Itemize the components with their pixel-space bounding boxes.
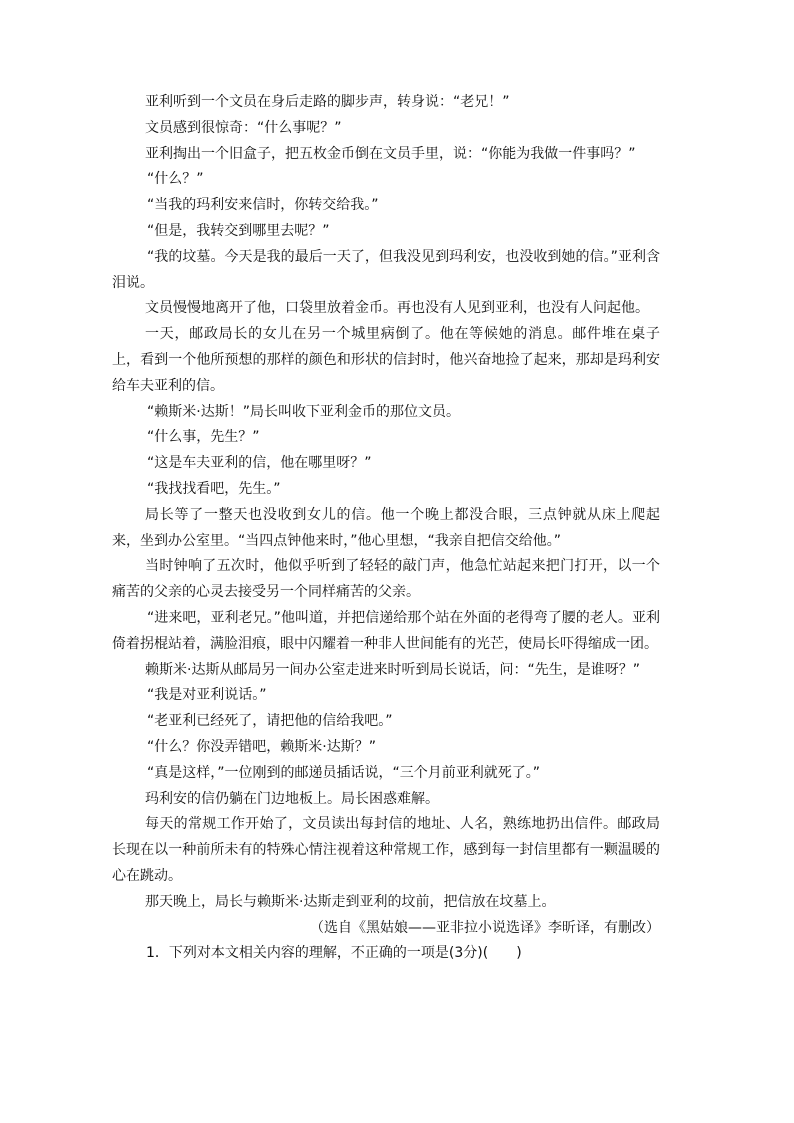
paragraph: 局长等了一整天也没收到女儿的信。他一个晚上都没合眼，三点钟就从床上爬起来，坐到办公室里。“当四点钟他来时，”他心里想，“我亲自把信交给他。” <box>112 506 660 549</box>
paragraph: 文员感到很惊奇：“什么事呢？” <box>145 119 342 136</box>
paragraph: 当时钟响了五次时，他似乎听到了轻轻的敲门声，他急忙站起来把门打开，以一个痛苦的父亲的心灵去接受另一个同样痛苦的父亲。 <box>112 558 660 601</box>
paragraph: “当我的玛利安来信时，你转交给我。” <box>147 197 379 214</box>
paragraph: “但是，我转交到哪里去呢？” <box>147 222 330 239</box>
paragraph: “什么？你没弄错吧，赖斯米·达斯？” <box>147 738 376 755</box>
paragraph: 一天，邮政局长的女儿在另一个城里病倒了。他在等候她的消息。邮件堆在桌子上，看到一个他所预想的那样的颜色和形状的信封时，他兴奋地捡了起来，那却是玛利安给车夫亚利的信。 <box>112 326 660 394</box>
paragraph: “这是车夫亚利的信，他在哪里呀？” <box>147 455 372 472</box>
paragraph: “真是这样，”一位刚到的邮递员插话说，“三个月前亚利就死了。” <box>147 764 541 781</box>
paragraph: “我是对亚利说话。” <box>147 687 267 704</box>
paragraph: “进来吧，亚利老兄。”他叫道，并把信递给那个站在外面的老得弯了腰的老人。亚利倚着拐棍站着，满脸泪痕，眼中闪耀着一种非人世间能有的光芒，使局长吓得缩成一团。 <box>112 609 660 652</box>
paragraph: 每天的常规工作开始了，文员读出每封信的地址、人名，熟练地扔出信件。邮政局长现在以一种前所未有的特殊心情注视着这种常规工作，感到每一封信里都有一颗温暖的心在跳动。 <box>112 816 660 884</box>
paragraph: “什么？” <box>147 171 204 188</box>
paragraph: “什么事，先生？” <box>147 429 260 446</box>
paragraph: 那天晚上，局长与赖斯米·达斯走到亚利的坟前，把信放在坟墓上。 <box>145 893 556 910</box>
paragraph: 玛利安的信仍躺在门边地板上。局长困惑难解。 <box>145 790 439 807</box>
question-1: 1．下列对本文相关内容的理解，不正确的一项是(3分)( ) <box>146 945 522 962</box>
paragraph: 赖斯米·达斯从邮局另一间办公室走进来时听到局长说话，问：“先生，是谁呀？” <box>145 661 640 678</box>
story-text <box>112 90 660 967</box>
paragraph: 亚利掏出一个旧盒子，把五枚金币倒在文员手里，说：“你能为我做一件事吗？” <box>145 145 636 162</box>
paragraph: “我找找看吧，先生。” <box>147 480 281 497</box>
source-citation: （选自《黑姑娘——亚非拉小说选译》李昕译，有删改） <box>310 919 660 936</box>
paragraph: “我的坟墓。今天是我的最后一天了，但我没见到玛利安，也没收到她的信。”亚利含泪说。 <box>112 248 660 291</box>
paragraph: 亚利听到一个文员在身后走路的脚步声，转身说：“老兄！” <box>145 94 510 110</box>
paragraph: “赖斯米·达斯！”局长叫收下亚利金币的那位文员。 <box>147 403 460 420</box>
paragraph: “老亚利已经死了，请把他的信给我吧。” <box>147 713 393 730</box>
paragraph: 文员慢慢地离开了他，口袋里放着金币。再也没有人见到亚利，也没有人问起他。 <box>145 300 649 317</box>
